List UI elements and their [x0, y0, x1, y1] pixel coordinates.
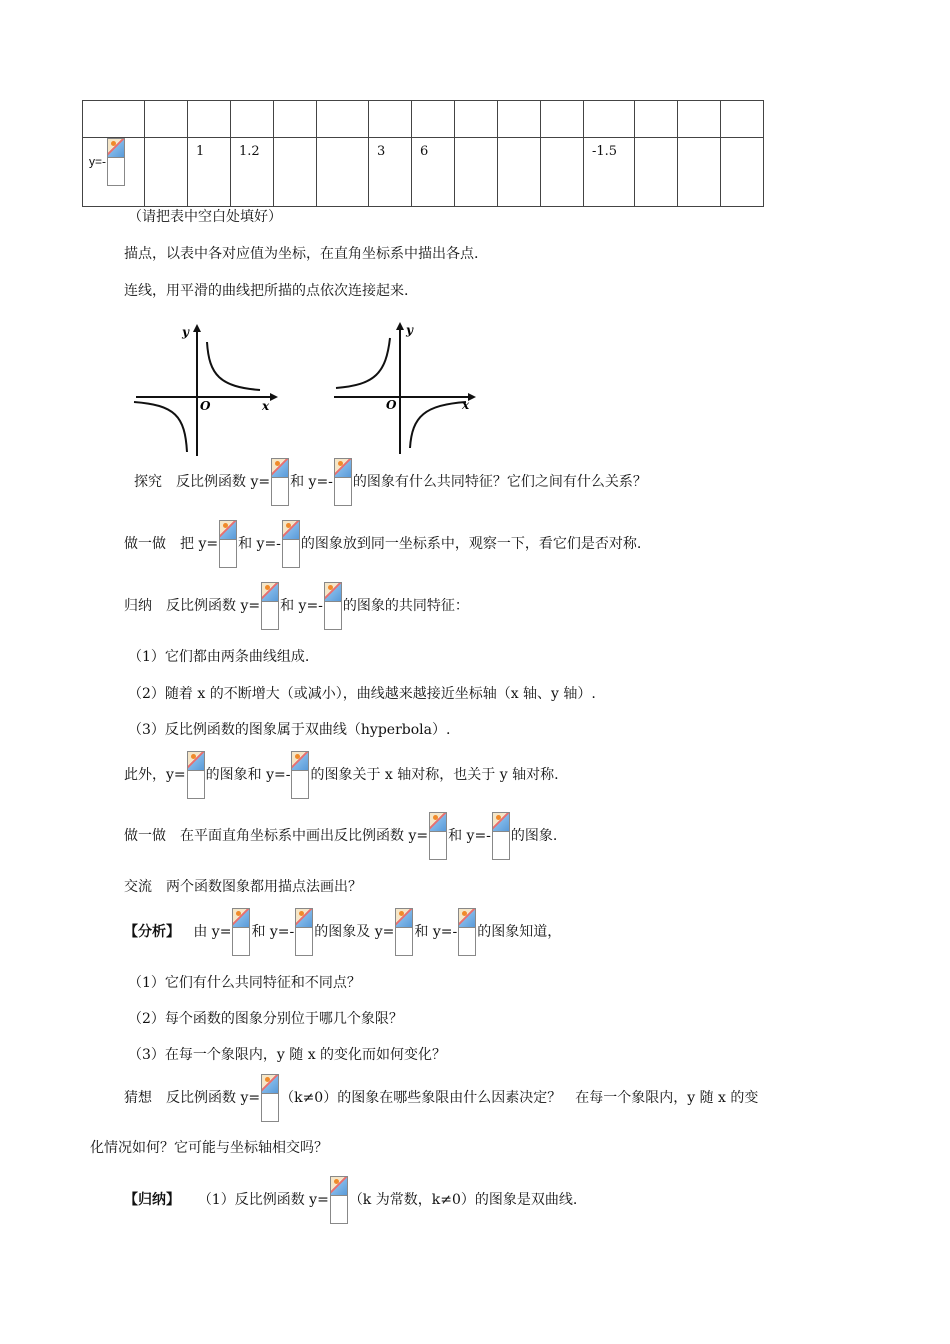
question-2: （2）每个函数的图象分别位于哪几个象限？: [128, 1011, 403, 1027]
feature-3: （3）反比例函数的图象属于双曲线（hyperbola）.: [128, 722, 451, 738]
origin-label: O: [386, 398, 397, 412]
table-cell: [721, 138, 764, 207]
table-cell: 3: [369, 138, 412, 207]
table-cell: [541, 138, 584, 207]
table-cell: 1.2: [231, 138, 274, 207]
fraction-image: [458, 908, 476, 956]
try-line-2: 做一做 在平面直角坐标系中画出反比例函数 y= 和 y=- 的图象.: [124, 812, 557, 860]
guess-line: 猜想 反比例函数 y= （k≠0）的图象在哪些象限由什么因素决定？ 在每一个象限内，y 随 x 的变: [124, 1074, 758, 1122]
feature-2: （2）随着 x 的不断增大（或减小），曲线越来越接近坐标轴（x 轴、y 轴）.: [128, 686, 596, 702]
hyperbola-graph-positive: [130, 320, 280, 460]
table-cell: [231, 101, 274, 138]
table-cell: -1.5: [584, 138, 635, 207]
question-3: （3）在每一个象限内，y 随 x 的变化而如何变化？: [128, 1047, 447, 1063]
table-cell: [455, 138, 498, 207]
y-axis-label: y: [406, 323, 413, 337]
table-cell: [635, 101, 678, 138]
table-cell: [498, 138, 541, 207]
x-axis-label: x: [262, 399, 270, 413]
table-cell: [145, 138, 188, 207]
fraction-image: [295, 908, 313, 956]
fraction-image: [232, 908, 250, 956]
table-cell: [83, 101, 145, 138]
guess-line-2: 化情况如何？它可能与坐标轴相交吗？: [90, 1140, 328, 1156]
row-label: y=-: [89, 154, 107, 169]
fraction-image: [429, 812, 447, 860]
table-cell: [498, 101, 541, 138]
y-axis-label: y: [182, 325, 189, 339]
table-cell: [369, 101, 412, 138]
fraction-image: [334, 458, 352, 506]
try-line-1: 做一做 把 y= 和 y=- 的图象放到同一坐标系中，观察一下，看它们是否对称.: [124, 520, 641, 568]
table-cell: [678, 101, 721, 138]
table-cell: [541, 101, 584, 138]
table-cell: 1: [188, 138, 231, 207]
table-cell: [317, 138, 369, 207]
fill-hint: （请把表中空白处填好）: [128, 209, 282, 225]
fraction-image: [261, 582, 279, 630]
table-cell: [317, 101, 369, 138]
fraction-image: [395, 908, 413, 956]
table-cell: [274, 101, 317, 138]
table-cell: [145, 101, 188, 138]
fraction-image: [271, 458, 289, 506]
fraction-image: [107, 138, 125, 186]
table-cell: [274, 138, 317, 207]
connect-step: 连线，用平滑的曲线把所描的点依次连接起来.: [124, 283, 409, 299]
fraction-image: [492, 812, 510, 860]
explore-line: 探究 反比例函数 y= 和 y=- 的图象有什么共同特征？它们之间有什么关系？: [134, 458, 647, 506]
row-label-cell: [83, 138, 145, 207]
table-cell: [188, 101, 231, 138]
question-1: （1）它们有什么共同特征和不同点？: [128, 975, 361, 991]
table-cell: [412, 101, 455, 138]
feature-1: （1）它们都由两条曲线组成.: [128, 649, 310, 665]
fraction-image: [187, 751, 205, 799]
fraction-image: [219, 520, 237, 568]
origin-label: O: [200, 399, 211, 413]
table-cell: [455, 101, 498, 138]
analysis-line: 【分析】 由 y= 和 y=- 的图象及 y= 和 y=- 的图象知道，: [124, 908, 561, 956]
fraction-image: [261, 1074, 279, 1122]
exchange-line: 交流 两个函数图象都用描点法画出？: [124, 879, 362, 895]
table-cell: [584, 101, 635, 138]
conclusion-line: 【归纳】 （1）反比例函数 y= （k 为常数，k≠0）的图象是双曲线.: [124, 1176, 577, 1224]
table-cell: 6: [412, 138, 455, 207]
value-table: [82, 100, 764, 207]
fraction-image: [330, 1176, 348, 1224]
table-cell: [678, 138, 721, 207]
table-cell: [635, 138, 678, 207]
x-axis-label: x: [462, 398, 470, 412]
fraction-image: [291, 751, 309, 799]
fraction-image: [324, 582, 342, 630]
symmetry-line: 此外，y= 的图象和 y=- 的图象关于 x 轴对称，也关于 y 轴对称.: [124, 751, 559, 799]
fraction-image: [282, 520, 300, 568]
hyperbola-graph-negative: [330, 318, 480, 458]
table-cell: [721, 101, 764, 138]
plot-step: 描点，以表中各对应值为坐标，在直角坐标系中描出各点.: [124, 246, 479, 262]
summary-line: 归纳 反比例函数 y= 和 y=- 的图象的共同特征：: [124, 582, 469, 630]
